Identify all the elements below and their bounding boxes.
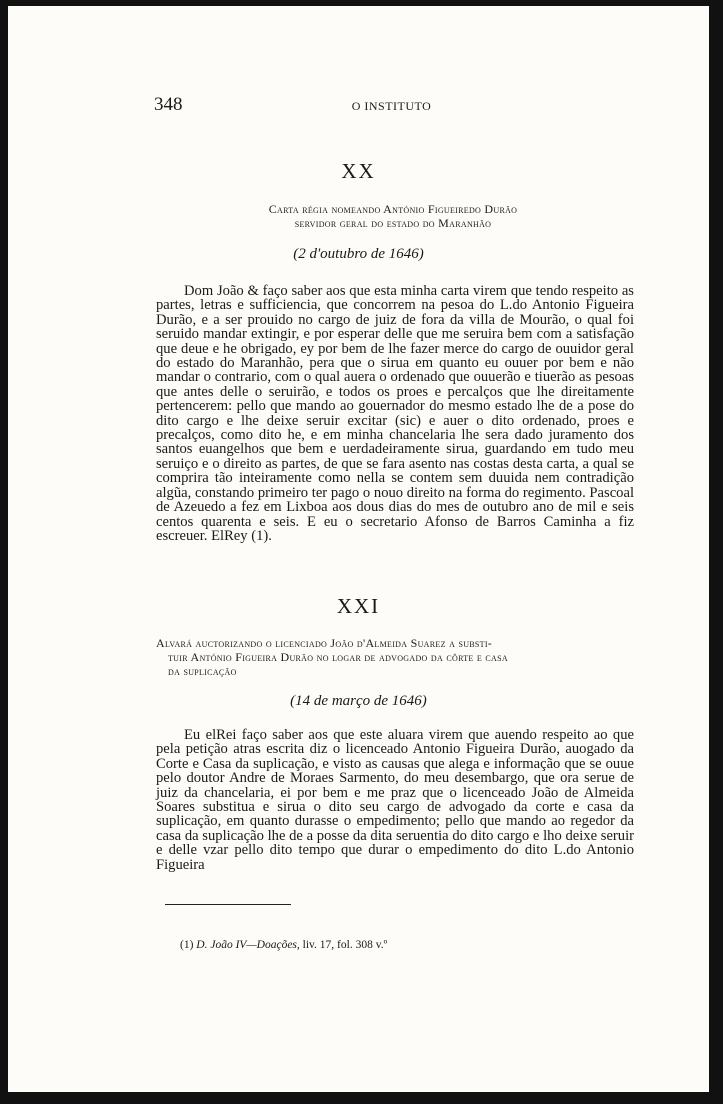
document-title-line: servidor geral do estado do Maranhão xyxy=(294,216,492,230)
document-title-xxi xyxy=(156,636,636,678)
footnote-reference: liv. 17, fol. 308 v.º xyxy=(302,939,388,951)
document-title-line: Carta régia nomeando António Figueiredo Durão xyxy=(268,202,518,216)
page-number: 348 xyxy=(154,94,183,115)
footnote-marker: (1) xyxy=(180,939,194,951)
document-paragraph: Dom João & faço saber aos que esta minha carta virem que tendo respeito as partes, letras e sufficiencia, que concorrem na pesoa do L.do Antonio Figueira Durão, e a ser prouido no cargo de juiz de fora da villa de Mourão, o qual foi seruido mandar extingir, e por esperar delle que me seruira bem com a satisfação que deue e he obrigado, ey por bem de lhe fazer merce do cargo de ouuidor geral do estado do Maranhão, pera que o sirua em quanto eu ouuer por bem e não mandar o contrario, com o qual auera o ordenado que ouuerão e tiuerão as pesoas que antes delle o seruirão, e todos os proes e percalços que lhe direitamente pertencerem: pello que mando ao gouernador do mesmo estado lhe de a pose do dito cargo e lhe deixe seruir excitar (sic) e auer o dito ordenado, proes e precalços, como dito he, e em minha chancelaria lhe sera dado juramento dos santos euangelhos que bem e uerdadeiramente sirua, guardando em tudo meu seruiço e o direito as partes, de que se fara asento nas costas desta carta, a qual se comprira tão inteiramente como nella se contem sem duuida nem contradição algũa, constando primeiro ter pago o nouo direito na forma do regimento. Pascoal de Azeuedo a fez em Lixboa aos dous dias do mes de outubro ano de mil e seis centos quarenta e seis. E eu o secretario Afonso de Barros Caminha a fiz escreuer. ElRey (1). xyxy=(156,283,634,544)
footnote-divider xyxy=(165,904,291,905)
document-page xyxy=(8,6,709,1092)
document-title-line: Alvará auctorizando o licenciado João d'Almeida Suarez a substi- xyxy=(156,636,493,650)
running-title: O INSTITUTO xyxy=(351,99,432,113)
document-title-xx xyxy=(154,202,632,230)
document-body-xx xyxy=(156,284,634,543)
document-title-line: da suplicação xyxy=(168,664,237,678)
footnote xyxy=(180,939,387,951)
footnote-source: D. João IV—Doações, xyxy=(196,939,300,951)
document-number-xxi: XXI xyxy=(336,594,381,618)
page-header xyxy=(154,94,629,120)
document-number-xx: XX xyxy=(341,159,376,183)
document-date-xxi: (14 de março de 1646) xyxy=(290,693,427,709)
document-title-line: tuir António Figueira Durão no logar de advogado da côrte e casa xyxy=(168,650,508,664)
document-date-xx: (2 d'outubro de 1646) xyxy=(293,246,424,262)
document-paragraph: Eu elRei faço saber aos que este aluara virem que auendo respeito ao que pela petição atras escrita diz o licenceado Antonio Figueira Durão, auogado da Corte e Casa da suplicação, e visto as causas que alega e informação que se ouue pelo doutor Andre de Moraes Sarmento, do meu desembargo, que ora serue de juiz da chancelaria, ei por bem e me praz que o licenceado João de Almeida Soares substitua e sirua o dito seu cargo de advogado da corte e casa da suplicação, em quanto durasse o empedimento; pello que mando ao regedor da casa da suplicação lhe de a posse da dita seruentia do dito cargo e lho deixe seruir e delle vzar pello dito tempo que durar o empedimento do dito L.do Antonio Figueira xyxy=(156,727,634,873)
document-body-xxi xyxy=(156,728,634,872)
